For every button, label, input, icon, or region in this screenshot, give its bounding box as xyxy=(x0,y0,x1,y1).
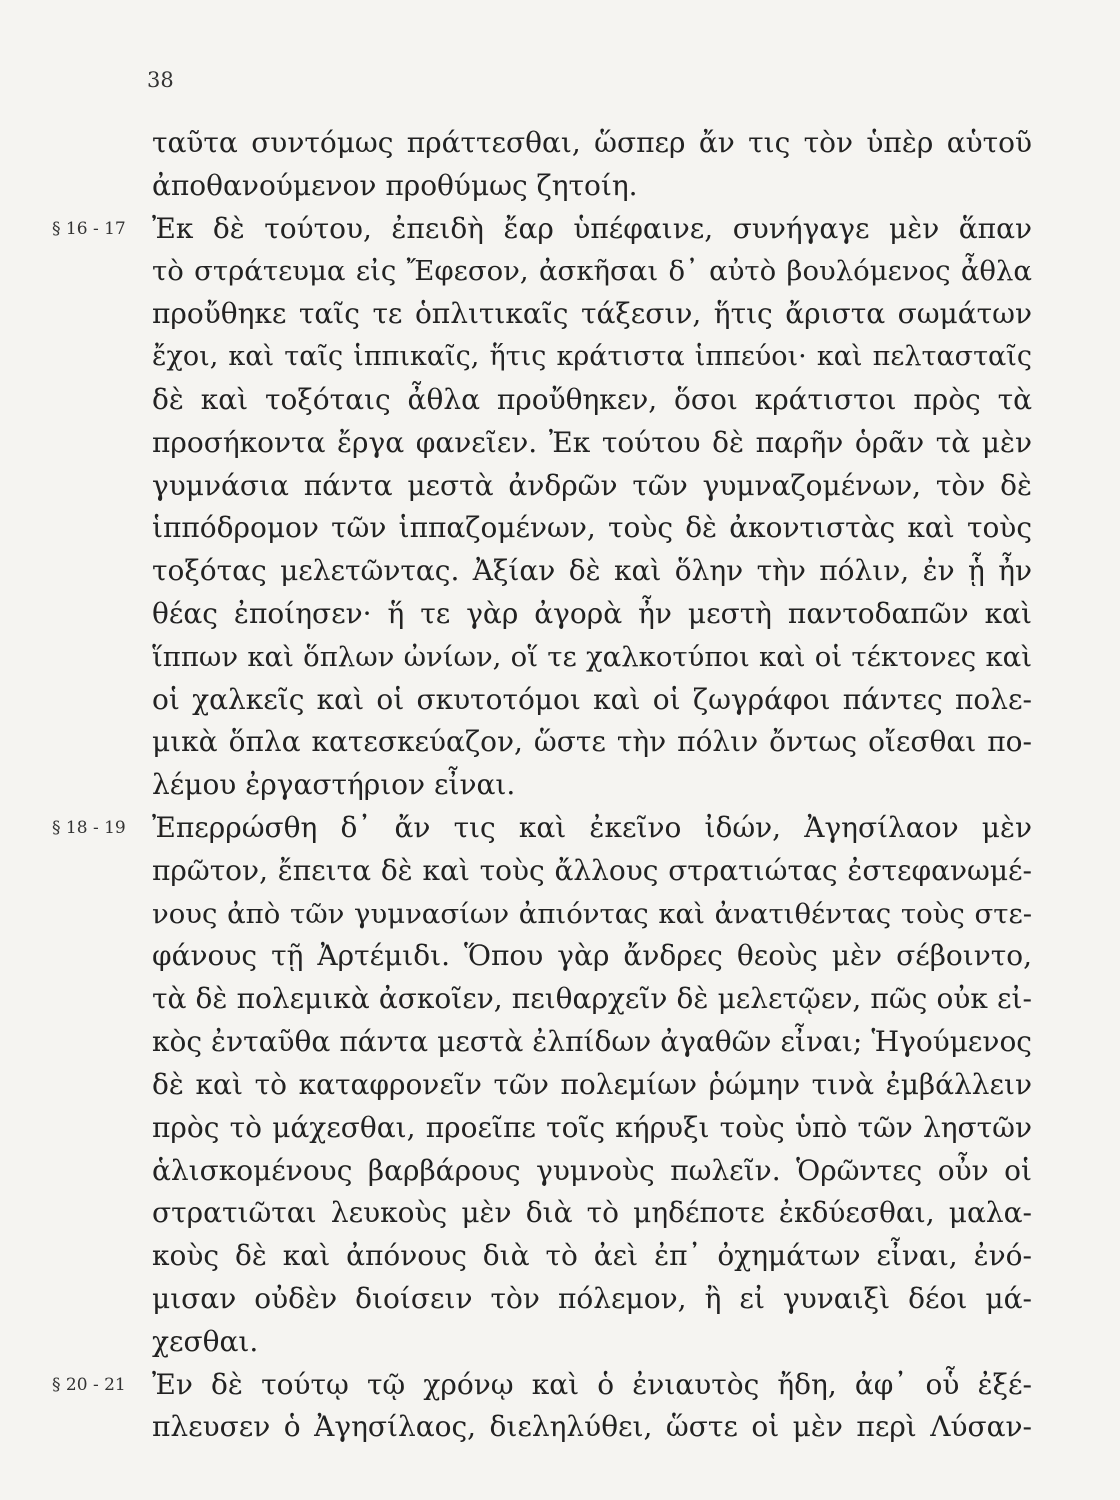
line-text: νους ἀπὸ τῶν γυμνασίων ἀπιόντας καὶ ἀνατιθέντας τοὺς στε- xyxy=(152,897,1032,930)
greek-text-body xyxy=(52,122,1032,1449)
text-line xyxy=(152,764,1032,807)
line-text: προὔθηκε ταῖς τε ὁπλιτικαῖς τάξεσιν, ἥτις ἄριστα σωμάτων xyxy=(152,297,1032,331)
text-line xyxy=(152,1235,1032,1278)
text-line xyxy=(152,336,1032,379)
text-line xyxy=(152,893,1032,936)
text-line xyxy=(152,1064,1032,1107)
line-text: κὸς ἐνταῦθα πάντα μεστὰ ἐλπίδων ἀγαθῶν εἶναι; Ἡγούμενος xyxy=(152,1025,1032,1059)
text-line xyxy=(152,550,1032,593)
line-text: ταῦτα συντόμως πράττεσθαι, ὥσπερ ἄν τις τὸν ὑπὲρ αὑτοῦ xyxy=(152,126,1032,159)
line-text: πρῶτον, ἔπειτα δὲ καὶ τοὺς ἄλλους στρατιώτας ἐστεφανωμέ- xyxy=(152,853,1032,887)
line-text: μικὰ ὅπλα κατεσκεύαζον, ὥστε τὴν πόλιν ὄντως οἴεσθαι πο- xyxy=(152,725,1032,759)
line-text: μισαν οὐδὲν διοίσειν τὸν πόλεμον, ἢ εἰ γυναιξὶ δέοι μά- xyxy=(152,1281,1032,1315)
line-text: ἱππόδρομον τῶν ἱππαζομένων, τοὺς δὲ ἀκοντιστὰς καὶ τοὺς xyxy=(152,511,1032,545)
line-text: δὲ καὶ τοξόταις ἆθλα προὔθηκεν, ὅσοι κράτιστοι πρὸς τὰ xyxy=(152,382,1032,416)
line-text: θέας ἐποίησεν· ἥ τε γὰρ ἀγορὰ ἦν μεστὴ παντοδαπῶν καὶ xyxy=(152,596,1032,630)
line-text: δὲ καὶ τὸ καταφρονεῖν τῶν πολεμίων ῥώμην τινὰ ἐμβάλλειν xyxy=(152,1067,1032,1101)
line-text: κοὺς δὲ καὶ ἀπόνους διὰ τὸ ἀεὶ ἐπ᾽ ὀχημάτων εἶναι, ἐνό- xyxy=(152,1239,1032,1273)
text-line xyxy=(152,122,1032,165)
line-text: ἀποθανούμενον προθύμως ζητοίη. xyxy=(152,168,638,202)
text-line xyxy=(52,807,1032,850)
text-line xyxy=(152,850,1032,893)
line-text: λέμου ἐργαστήριον εἶναι. xyxy=(152,768,516,802)
line-text: τοξότας μελετῶντας. Ἀξίαν δὲ καὶ ὅλην τὴν πόλιν, ἐν ᾗ ἦν xyxy=(152,554,1032,588)
line-text: στρατιῶται λευκοὺς μὲν διὰ τὸ μηδέποτε ἐκδύεσθαι, μαλα- xyxy=(152,1196,1032,1230)
line-text: ἵππων καὶ ὅπλων ὠνίων, οἵ τε χαλκοτύποι καὶ οἱ τέκτονες καὶ xyxy=(152,640,1032,673)
section-marker: § 20 - 21 xyxy=(52,1374,126,1395)
text-line xyxy=(152,593,1032,636)
line-text: χεσθαι. xyxy=(152,1324,259,1358)
line-text: ἁλισκομένους βαρβάρους γυμνοὺς πωλεῖν. Ὁρῶντες οὖν οἱ xyxy=(152,1153,1032,1187)
text-line xyxy=(152,721,1032,764)
text-line xyxy=(152,636,1032,679)
text-line xyxy=(52,1364,1032,1407)
text-line xyxy=(152,935,1032,978)
text-line xyxy=(152,422,1032,465)
line-text: γυμνάσια πάντα μεστὰ ἀνδρῶν τῶν γυμναζομένων, τὸν δὲ xyxy=(152,468,1032,502)
text-line xyxy=(152,1150,1032,1193)
text-line xyxy=(152,1192,1032,1235)
text-line xyxy=(152,379,1032,422)
line-text: πλευσεν ὁ Ἀγησίλαος, διεληλύθει, ὥστε οἱ μὲν περὶ Λύσαν- xyxy=(152,1410,1032,1444)
text-line xyxy=(152,507,1032,550)
text-line xyxy=(152,250,1032,293)
page-number: 38 xyxy=(147,68,174,92)
line-text: προσήκοντα ἔργα φανεῖεν. Ἐκ τούτου δὲ παρῆν ὁρᾶν τὰ μὲν xyxy=(152,425,1032,459)
section-marker: § 16 - 17 xyxy=(52,218,126,239)
line-text: τὸ στράτευμα εἰς Ἔφεσον, ἀσκῆσαι δ᾽ αὐτὸ βουλόμενος ἆθλα xyxy=(152,255,1032,288)
text-line xyxy=(152,1021,1032,1064)
text-line xyxy=(152,1107,1032,1150)
line-text: Ἐπερρώσθη δ᾽ ἄν τις καὶ ἐκεῖνο ἰδών, Ἀγησίλαον μὲν xyxy=(152,811,1032,844)
line-text: ἔχοι, καὶ ταῖς ἱππικαῖς, ἥτις κράτιστα ἱππεύοι· καὶ πελτασταῖς xyxy=(152,341,1032,373)
line-text: τὰ δὲ πολεμικὰ ἀσκοῖεν, πειθαρχεῖν δὲ μελετῷεν, πῶς οὐκ εἰ- xyxy=(152,982,1032,1016)
text-line xyxy=(152,1406,1032,1449)
text-line xyxy=(152,978,1032,1021)
text-line xyxy=(152,1321,1032,1364)
line-text: Ἐν δὲ τούτῳ τῷ χρόνῳ καὶ ὁ ἐνιαυτὸς ἤδη, ἀφ᾽ οὗ ἐξέ- xyxy=(152,1367,1032,1401)
text-line xyxy=(152,1278,1032,1321)
text-line xyxy=(52,208,1032,251)
text-line xyxy=(152,679,1032,722)
line-text: πρὸς τὸ μάχεσθαι, προεῖπε τοῖς κήρυξι τοὺς ὑπὸ τῶν ληστῶν xyxy=(152,1110,1032,1144)
line-text: Ἐκ δὲ τούτου, ἐπειδὴ ἔαρ ὑπέφαινε, συνήγαγε μὲν ἅπαν xyxy=(152,211,1032,245)
text-line xyxy=(152,465,1032,508)
line-text: φάνους τῇ Ἀρτέμιδι. Ὅπου γὰρ ἄνδρες θεοὺς μὲν σέβοιντο, xyxy=(152,939,1032,973)
text-line xyxy=(152,165,1032,208)
line-text: οἱ χαλκεῖς καὶ οἱ σκυτοτόμοι καὶ οἱ ζωγράφοι πάντες πολε- xyxy=(152,682,1032,716)
section-marker: § 18 - 19 xyxy=(52,818,126,838)
text-line xyxy=(152,293,1032,336)
